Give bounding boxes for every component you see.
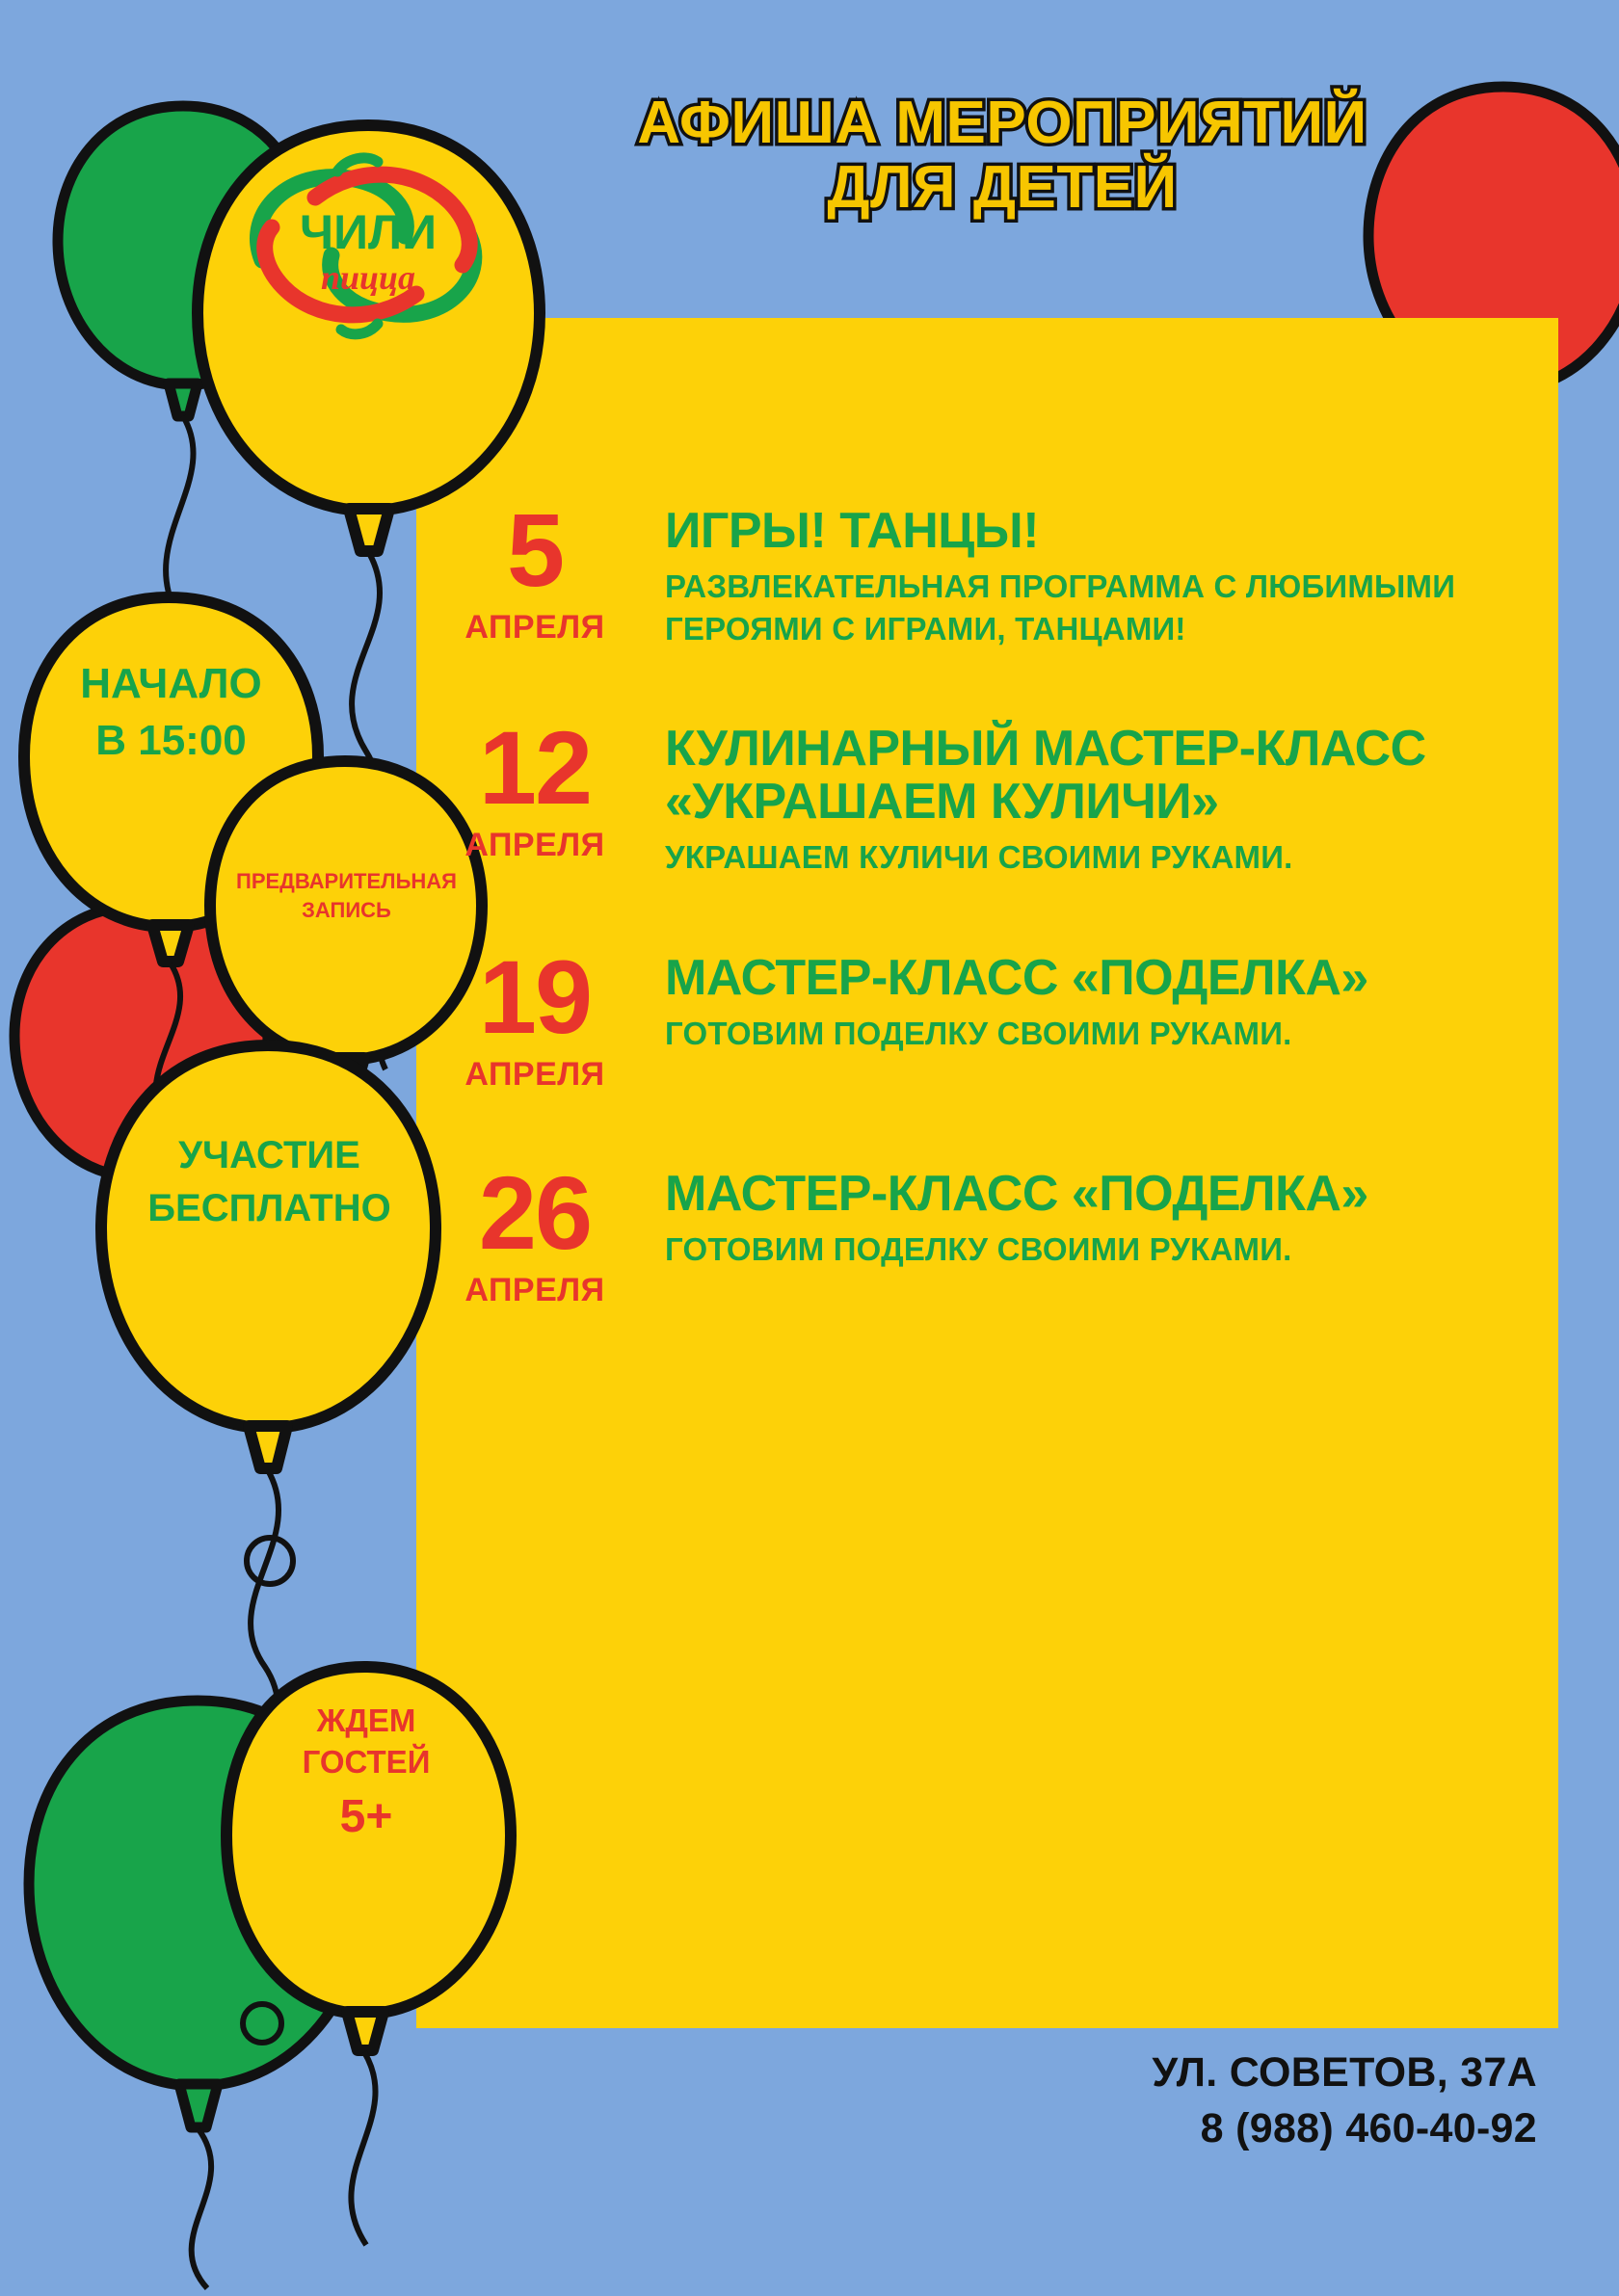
badge-free-line2: БЕСПЛАТНО [147,1187,391,1230]
event-headline: МАСТЕР-КЛАСС «ПОДЕЛКА» [665,1165,1368,1222]
contacts-block [1152,2045,1537,2156]
event-text [626,501,1542,649]
balloon-badge-age [226,1667,511,2245]
event-description: УКРАШАЕМ КУЛИЧИ СВОИМИ РУКАМИ. [665,839,1293,876]
event-day: 12 [478,709,592,827]
event-description: ГОТОВИМ ПОДЕЛКУ СВОИМИ РУКАМИ. [665,1231,1292,1268]
badge-age-line2: ГОСТЕЙ [302,1743,431,1780]
brand-logo [224,145,513,347]
event-day: 5 [506,491,564,608]
event-headline: ИГРЫ! ТАНЦЫ! [665,503,1040,559]
event-date [443,1153,626,1310]
event-month: АПРЕЛЯ [464,1272,605,1309]
event-month: АПРЕЛЯ [464,827,605,864]
badge-age-line3: 5+ [339,1790,393,1842]
event-row [443,709,1542,879]
event-description: РАЗВЛЕКАТЕЛЬНАЯ ПРОГРАММА С ЛЮБИМЫМИ ГЕРОЯМИ С ИГРАМИ, ТАНЦАМИ! [665,568,1456,647]
event-row [443,491,1542,649]
event-date [443,709,626,865]
event-text [626,948,1542,1055]
event-headline: МАСТЕР-КЛАСС «ПОДЕЛКА» [665,949,1368,1006]
events-list [443,491,1542,1380]
badge-age-line1: ЖДЕМ [316,1702,416,1738]
event-text [626,719,1542,879]
contact-phone[interactable]: 8 (988) 460-40-92 [1200,2104,1537,2151]
logo-name: ЧИЛИ [299,205,438,259]
badge-start-time-line2: В 15:00 [95,717,247,765]
badge-pre-registration-line2: ЗАПИСЬ [302,897,391,922]
event-date [443,491,626,647]
contact-address: УЛ. СОВЕТОВ, 37А [1152,2048,1537,2096]
event-headline: КУЛИНАРНЫЙ МАСТЕР-КЛАСС «УКРАШАЕМ КУЛИЧИ» [665,721,1426,831]
page-title [578,92,1426,221]
event-date [443,937,626,1095]
event-month: АПРЕЛЯ [464,1056,605,1094]
badge-pre-registration-line1: ПРЕДВАРИТЕЛЬНАЯ [236,869,457,893]
event-row [443,937,1542,1095]
logo-subname: пицца [320,258,416,297]
badge-free-line1: УЧАСТИЕ [178,1134,360,1176]
event-description: ГОТОВИМ ПОДЕЛКУ СВОИМИ РУКАМИ. [665,1016,1292,1052]
event-text [626,1164,1542,1271]
page-title-line1: АФИША МЕРОПРИЯТИЙ [637,90,1367,156]
event-day: 26 [478,1153,592,1271]
page-title-line2: ДЛЯ ДЕТЕЙ [827,153,1178,221]
event-row [443,1153,1542,1310]
event-month: АПРЕЛЯ [464,609,605,647]
event-day: 19 [478,937,592,1055]
badge-start-time-line1: НАЧАЛО [80,660,262,707]
